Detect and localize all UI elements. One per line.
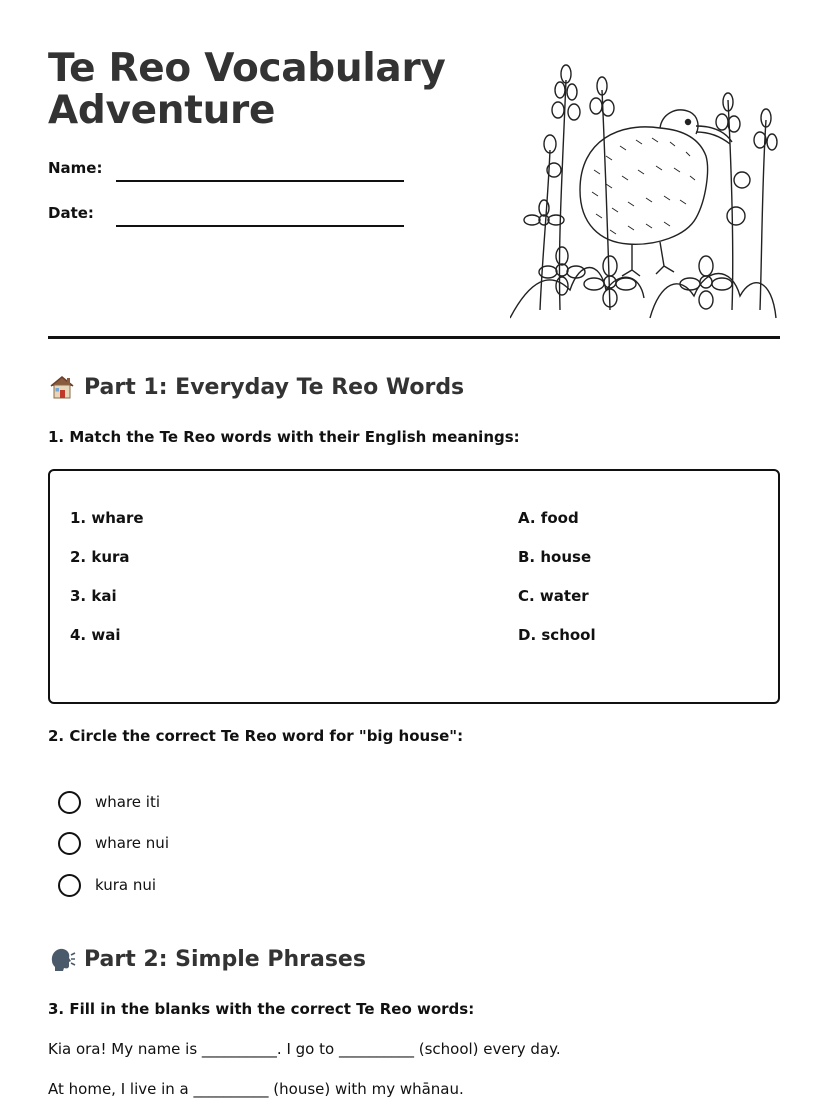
- option-label: kura nui: [95, 876, 157, 894]
- speaking-head-emoji-icon: [48, 945, 76, 973]
- part1-heading: [48, 373, 464, 401]
- match-right-item[interactable]: A. food: [518, 509, 579, 527]
- date-field[interactable]: [48, 204, 408, 228]
- name-line[interactable]: [116, 180, 404, 182]
- house-emoji-icon: [48, 373, 76, 401]
- option-whare-iti[interactable]: [58, 789, 160, 815]
- fill-blank-sentence[interactable]: Kia ora! My name is __________. I go to __________ (school) every day.: [48, 1040, 561, 1058]
- question-2: 2. Circle the correct Te Reo word for "big house":: [48, 727, 464, 745]
- fill-blank-sentence[interactable]: At home, I live in a __________ (house) with my whānau.: [48, 1080, 464, 1098]
- matching-box: [48, 469, 780, 704]
- match-right-item[interactable]: C. water: [518, 587, 589, 605]
- match-left-item[interactable]: 4. wai: [70, 626, 121, 644]
- option-label: whare nui: [95, 834, 169, 852]
- question-1: 1. Match the Te Reo words with their English meanings:: [48, 428, 520, 446]
- radio-circle[interactable]: [58, 791, 81, 814]
- header-divider: [48, 336, 780, 339]
- match-right-item[interactable]: D. school: [518, 626, 596, 644]
- match-left-item[interactable]: 3. kai: [70, 587, 117, 605]
- match-right-item[interactable]: B. house: [518, 548, 592, 566]
- option-label: whare iti: [95, 793, 161, 811]
- option-kura-nui[interactable]: [58, 872, 156, 898]
- option-whare-nui[interactable]: [58, 830, 169, 856]
- radio-circle[interactable]: [58, 832, 81, 855]
- part2-heading: [48, 945, 366, 973]
- question-3: 3. Fill in the blanks with the correct Te Reo words:: [48, 1000, 475, 1018]
- radio-circle[interactable]: [58, 874, 81, 897]
- date-label: Date:: [48, 204, 94, 222]
- page-title: Te Reo Vocabulary Adventure: [48, 46, 446, 133]
- name-label: Name:: [48, 159, 103, 177]
- name-field[interactable]: [48, 159, 408, 183]
- match-left-item[interactable]: 1. whare: [70, 509, 144, 527]
- kiwi-bird-illustration: [510, 60, 778, 322]
- date-line[interactable]: [116, 225, 404, 227]
- part2-title: Part 2: Simple Phrases: [84, 946, 366, 972]
- part1-title: Part 1: Everyday Te Reo Words: [84, 374, 465, 400]
- match-left-item[interactable]: 2. kura: [70, 548, 130, 566]
